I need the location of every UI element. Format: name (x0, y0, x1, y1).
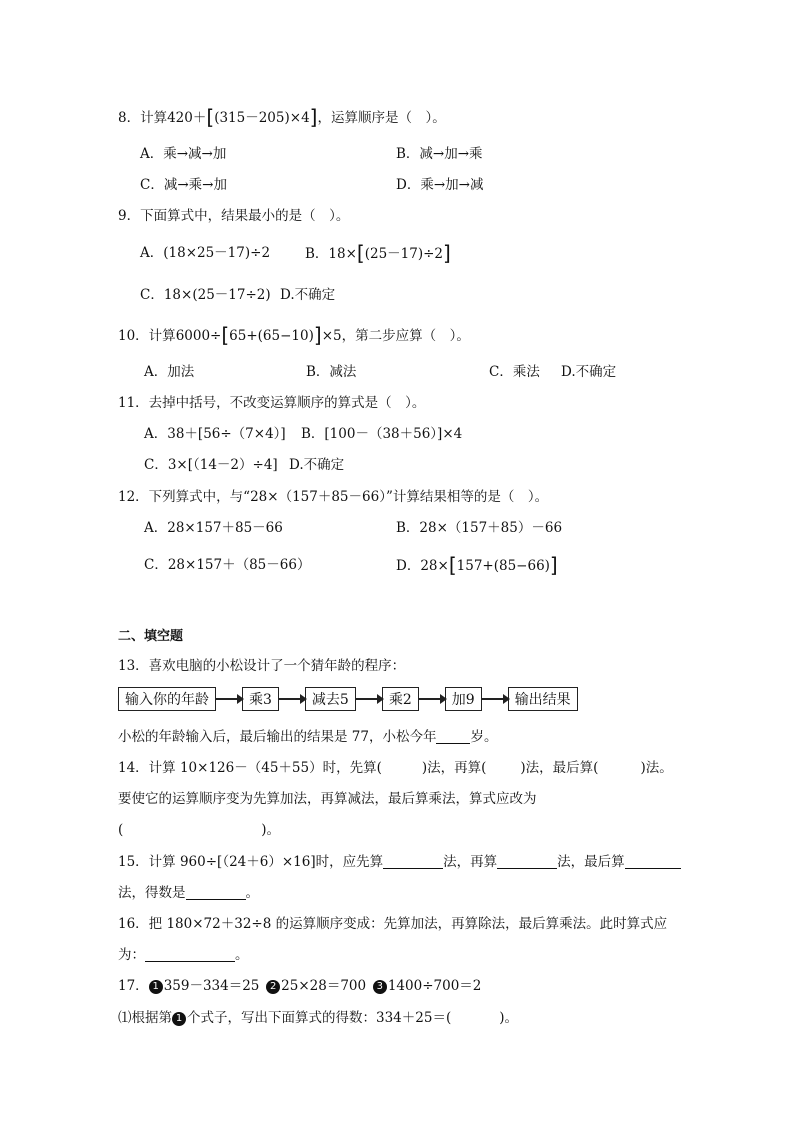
q17-sub1-text-c: )。 (499, 1010, 518, 1026)
q9-option-b-expr: 18× (328, 246, 357, 262)
q16-text-a: 为： (118, 947, 145, 963)
q8-option-d: D．乘→加→减 (396, 177, 484, 193)
q12-option-d-label: D．28× (396, 558, 449, 574)
left-square-bracket: [ (356, 241, 365, 265)
q17-prefix: 17． (118, 978, 149, 994)
q9-option-a-label: A． (140, 245, 164, 261)
q9-option-c (140, 285, 271, 305)
right-square-bracket: ] (549, 553, 558, 577)
question-10-stem (118, 325, 470, 346)
arrow-right-icon (356, 698, 382, 700)
flow-step-multiply-3: 乘3 (242, 687, 279, 711)
question-12-stem: 12．下列算式中，与“28×（157＋85－66）”计算结果相等的是（ ）。 (118, 489, 549, 505)
q17-equation-1: 359－334＝25 (163, 978, 260, 994)
q9-option-b-label: B． (305, 246, 329, 262)
answer-blank[interactable] (145, 947, 235, 962)
age-program-flowchart (118, 687, 578, 711)
circled-number-3: 3 (373, 980, 387, 994)
q8-option-b: B．减→加→乘 (396, 146, 483, 162)
section-title: 二、填空题 (118, 629, 184, 644)
q13-question-text (118, 727, 497, 747)
q10-suffix: ，第二步应算（ ）。 (341, 328, 470, 344)
q17-equation-3: 1400÷700＝2 (387, 978, 482, 994)
right-square-bracket: ] (443, 241, 451, 265)
q11-option-b: B．[100－（38＋56）]×4 (301, 426, 463, 442)
question-13-stem: 13．喜欢电脑的小松设计了一个猜年龄的程序： (118, 658, 406, 674)
q12-option-c: C．28×157＋（85－66） (144, 557, 311, 573)
answer-blank[interactable] (383, 854, 443, 869)
q9-option-a (140, 243, 270, 263)
answer-blank[interactable] (436, 729, 470, 744)
question-11-stem: 11．去掉中括号，不改变运算顺序的算式是（ ）。 (118, 395, 426, 411)
q13-text: 小松的年龄输入后，最后输出的结果是 77，小松今年 (118, 729, 437, 745)
question-16-line-2 (118, 945, 249, 965)
arrow-right-icon (279, 698, 305, 700)
question-17-sub-1 (118, 1008, 518, 1028)
right-square-bracket: ] (313, 323, 322, 347)
question-9-stem: 9．下面算式中，结果最小的是（ ）。 (118, 208, 350, 224)
q8-suffix: ，运算顺序是（ ）。 (317, 110, 446, 126)
q17-equation-2: 25×28＝700 (281, 978, 367, 994)
circled-number-2: 2 (266, 980, 280, 994)
question-16-line-1: 16．把 180×72＋32÷8 的运算顺序变成：先算加法，再算除法，最后算乘法。此时算式应 (118, 916, 668, 932)
flow-step-multiply-2: 乘2 (382, 687, 419, 711)
q12-option-d-expr: 157+(85−66) (456, 558, 550, 574)
q9-option-d: D.不确定 (280, 287, 336, 303)
q15-text-b: 法，再算 (443, 854, 498, 870)
q12-option-b: B．28×（157＋85）－66 (396, 520, 563, 536)
q17-sub1-text-a: ⑴根据第 (118, 1010, 172, 1026)
q11-option-a: A．38＋[56÷（7×4）] (144, 426, 286, 442)
left-square-bracket: [ (206, 105, 215, 129)
q14-text-a: 14．计算 10×126－（45＋55）时，先算( (118, 760, 382, 776)
q10-option-b: B．减法 (306, 364, 357, 380)
q12-option-a: A．28×157＋85－66 (144, 520, 283, 536)
q9-option-c-expr: 18×(25－17÷2) (163, 287, 271, 303)
q14-text-d: )法。 (640, 760, 673, 776)
q11-option-c: C．3×[（14－2）÷4] (144, 457, 278, 473)
question-15-line-1 (118, 852, 681, 872)
flow-step-add-9: 加9 (445, 687, 482, 711)
circled-number-1: 1 (149, 980, 163, 994)
question-8-stem (118, 107, 446, 128)
q9-option-b-expr-inner: (25－17)÷2 (364, 246, 444, 262)
q14-paren-open: ( (118, 822, 124, 838)
q16-text-b: 。 (235, 947, 249, 963)
arrow-right-icon (216, 698, 242, 700)
q10-prefix: 10．计算 (118, 328, 176, 344)
question-17-stem (118, 976, 481, 996)
left-square-bracket: [ (448, 553, 457, 577)
flow-step-subtract-5: 减去5 (305, 687, 356, 711)
q10-expr-inner: 65+(65−10) (229, 328, 314, 344)
flow-step-output: 输出结果 (508, 687, 578, 711)
q10-expr: 6000÷ (175, 328, 222, 344)
question-14-line-1 (118, 758, 673, 778)
q15-text-d: 法，得数是 (118, 885, 186, 901)
q8-expr: 420＋ (167, 110, 207, 126)
answer-blank[interactable] (625, 854, 681, 869)
right-square-bracket: ] (309, 105, 318, 129)
q8-option-c: C．减→乘→加 (140, 177, 227, 193)
q14-paren-close: )。 (261, 822, 281, 838)
arrow-right-icon (482, 698, 508, 700)
q12-option-d (396, 555, 558, 576)
answer-blank[interactable] (497, 854, 557, 869)
q15-text-a: 15．计算 960÷[（24＋6）×16]时，应先算 (118, 854, 384, 870)
flow-step-input-age: 输入你的年龄 (118, 687, 216, 711)
answer-blank[interactable] (186, 885, 246, 900)
q9-option-a-expr: (18×25－17)÷2 (163, 245, 271, 261)
q10-option-a: A．加法 (144, 364, 195, 380)
q15-text-c: 法，最后算 (557, 854, 625, 870)
q15-text-e: 。 (245, 885, 259, 901)
arrow-right-icon (419, 698, 445, 700)
question-15-line-2 (118, 883, 259, 903)
q9-option-c-label: C． (140, 287, 164, 303)
q14-text-c: )法，最后算( (520, 760, 599, 776)
q8-option-a: A．乘→减→加 (140, 146, 227, 162)
q10-option-d: D.不确定 (561, 364, 617, 380)
q8-prefix: 8．计算 (118, 110, 168, 126)
q11-option-d: D.不确定 (289, 457, 345, 473)
q13-text-end: 岁。 (470, 729, 498, 745)
question-14-line-3 (118, 820, 280, 840)
left-square-bracket: [ (221, 323, 230, 347)
q10-option-c: C．乘法 (489, 364, 540, 380)
q9-option-b (305, 243, 451, 264)
q17-sub1-text-b: 个式子，写出下面算式的得数：334＋25＝( (187, 1010, 452, 1026)
circled-number-1: 1 (172, 1012, 186, 1026)
q10-expr-tail: ×5 (321, 328, 342, 344)
q8-expr-inner: (315－205)×4 (214, 110, 310, 126)
q14-text-b: )法，再算( (421, 760, 487, 776)
question-14-line-2: 要使它的运算顺序变为先算加法，再算减法，最后算乘法，算式应改为 (118, 791, 537, 807)
